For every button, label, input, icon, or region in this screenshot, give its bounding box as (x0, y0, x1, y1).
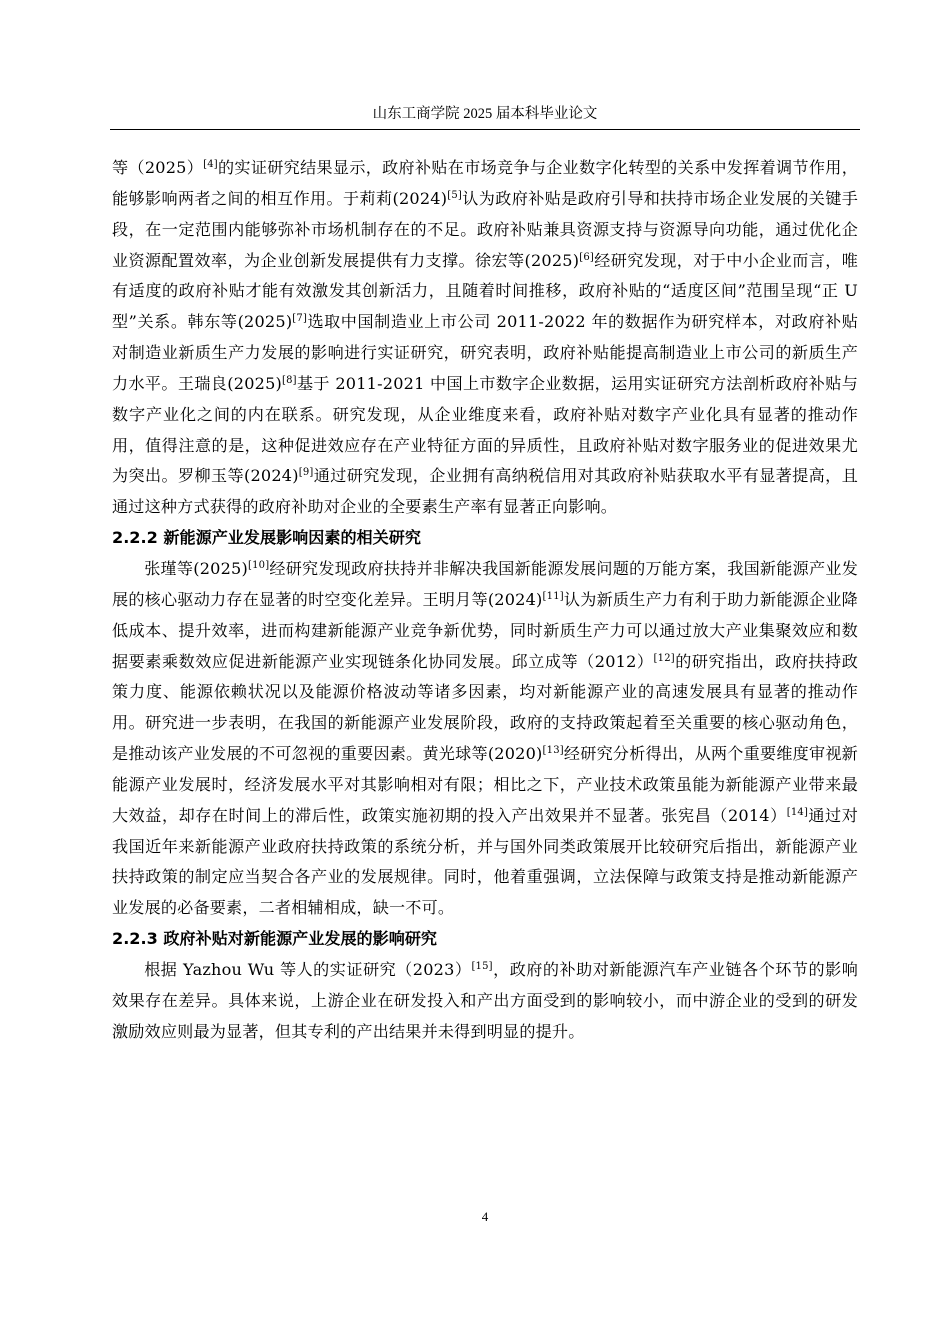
text-span: 张瑾等(2025) (144, 558, 248, 578)
running-header: 山东工商学院 2025 届本科毕业论文 (372, 106, 598, 122)
text-span: 基于 2011-2021 中国上市数字企业数据，运用实证研究方法剖析政府补贴与数字产业化之间的内在联系。研究发现，从企业维度来看，政府补贴对数字产业化具有显著的推动作用，值得注意的是，这种促进效应存在产业特征方面的异质性，且政府补贴对数字服务业的促进效果尤为突出。罗柳玉等(2024) (112, 373, 858, 486)
text-span: 的实证研究结果显示，政府补贴在市场竞争与企业数字化转型的关系中发挥着调节作用，能够影响两者之间的相互作用。于莉莉(2024) (112, 158, 858, 208)
citation-ref: [5] (447, 189, 462, 201)
text-span: 选取中国制造业上市公司 2011-2022 年的数据作为研究样本，对政府补贴对制造业新质生产力发展的影响进行实证研究，研究表明，政府补贴能提高制造业上市公司的新质生产力水平。王瑞良(2025) (112, 312, 858, 393)
citation-ref: [9] (298, 467, 314, 479)
citation-ref: [6] (579, 251, 594, 263)
citation-ref: [11] (542, 590, 564, 602)
citation-ref: [4] (203, 159, 218, 170)
paragraph-prior-section-continued (112, 153, 858, 523)
citation-ref: [12] (653, 652, 675, 664)
page-number: 4 (481, 1209, 489, 1224)
text-span: ，政府的补助对新能源汽车产业链各个环节的影响效果存在差异。具体来说，上游企业在研发投入和产出方面受到的影响较小，而中游企业的受到的研发激励效应则最为显著，但其专利的产出结果并未得到明显的提升。 (112, 959, 858, 1041)
section-heading-2-2-2: 2.2.2 新能源产业发展影响因素的相关研究 (112, 528, 421, 548)
paragraph-2-2-3 (112, 955, 858, 1048)
text-span: 通过研究发现，企业拥有高纳税信用对其政府补贴获取水平有显著提高，且通过这种方式获得的政府补助对企业的全要素生产率有显著正向影响。 (112, 466, 858, 517)
section-heading-2-2-3: 2.2.3 政府补贴对新能源产业发展的影响研究 (112, 929, 438, 949)
citation-ref: [15] (471, 960, 493, 972)
text-span: 等（2025） (112, 158, 204, 177)
citation-ref: [13] (542, 745, 564, 757)
citation-ref: [14] (786, 806, 809, 818)
text-span: 认为新质生产力有利于助力新能源企业降低成本、提升效率，进而构建新能源产业竞争新优势，同时新质生产力可以通过放大产业集聚效应和数据要素乘数效应促进新能源产业实现链条化协同发展。邱立成等（2012） (112, 589, 858, 671)
text-span: 经研究发现，对于中小企业而言，唯有适度的政府补贴才能有效激发其创新活力，且随着时间推移，政府补贴的“适度区间”范围呈现“正 U 型”关系。韩东等(2025) (112, 250, 859, 332)
text-span: 认为政府补贴是政府引导和扶持市场企业发展的关键手段，在一定范围内能够弥补市场机制存在的不足。政府补贴兼具资源支持与资源导向功能，通过优化企业资源配置效率，为企业创新发展提供有力支撑。徐宏等(2025) (112, 188, 858, 270)
text-span: 通过对我国近年来新能源产业政府扶持政策的系统分析，并与国外同类政策展开比较研究后指出，新能源产业扶持政策的制定应当契合各产业的发展规律。同时，他着重强调，立法保障与政策支持是推动新能源产业发展的必备要素，二者相辅相成，缺一不可。 (112, 805, 858, 918)
page-body (112, 153, 858, 1047)
header-rule (110, 129, 860, 130)
text-span: 经研究发现政府扶持并非解决我国新能源发展问题的万能方案，我国新能源产业发展的核心驱动力存在显著的时空变化差异。王明月等(2024) (112, 558, 858, 609)
citation-ref: [10] (247, 559, 270, 571)
citation-ref: [7] (292, 313, 308, 325)
text-span: 经研究分析得出，从两个重要维度审视新能源产业发展时，经济发展水平对其影响相对有限；相比之下，产业技术政策虽能为新能源产业带来最大效益，却存在时间上的滞后性，政策实施初期的投入产出效果并不显著。张宪昌（2014） (112, 744, 858, 825)
text-span: 根据 Yazhou Wu 等人的实证研究（2023） (144, 959, 472, 979)
citation-ref: [8] (282, 374, 297, 386)
paragraph-2-2-2 (112, 554, 858, 924)
text-span: 的研究指出，政府扶持政策力度、能源依赖状况以及能源价格波动等诸多因素，均对新能源产业的高速发展具有显著的推动作用。研究进一步表明，在我国的新能源产业发展阶段，政府的支持政策起着至关重要的核心驱动角色，是推动该产业发展的不可忽视的重要因素。黄光球等(2020) (112, 651, 858, 764)
